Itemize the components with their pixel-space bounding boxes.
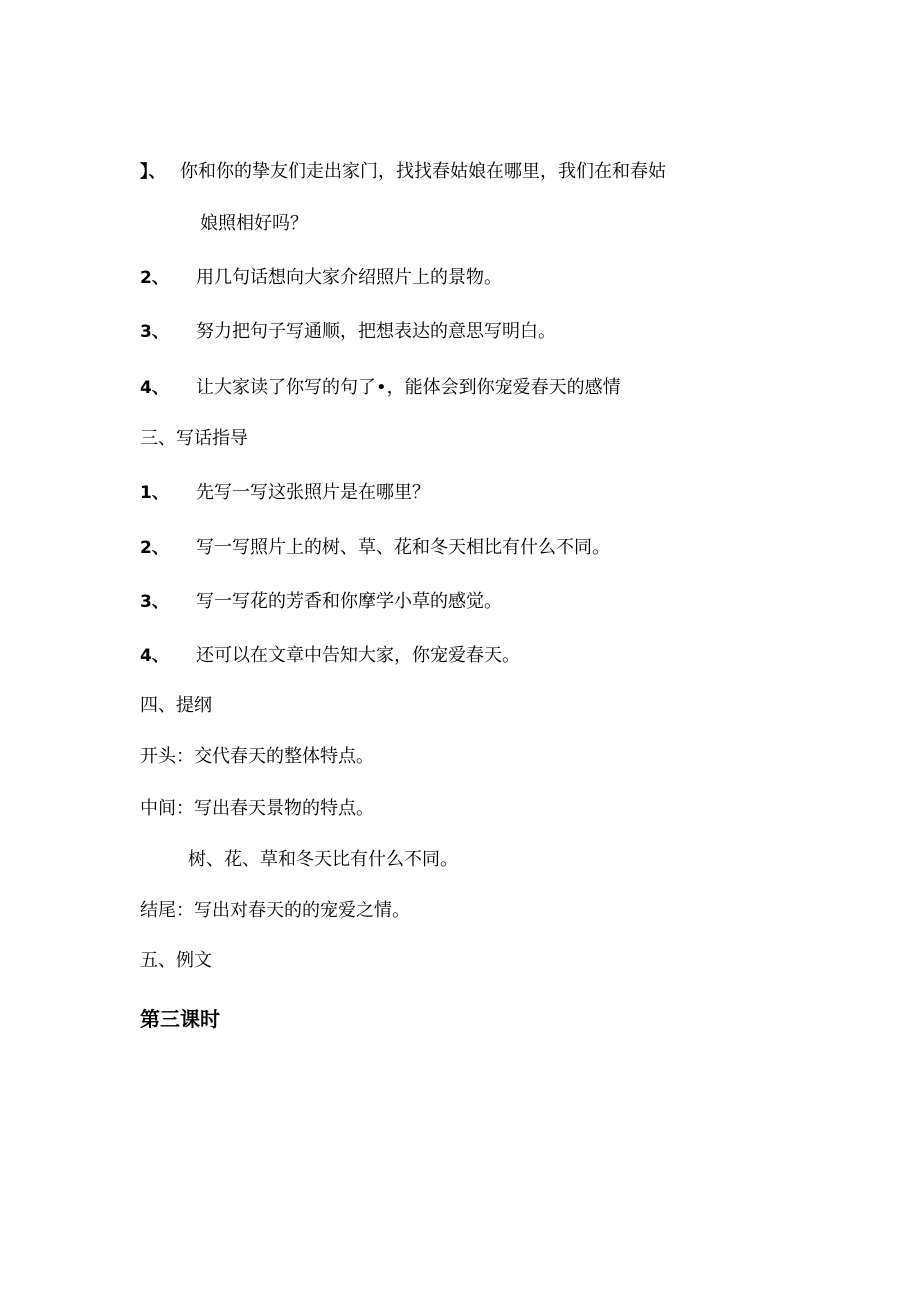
outline-opening: 开头：交代春天的整体特点。 — [140, 746, 374, 767]
item-text: 让大家读了你写的句了•，能体会到你宠爱春天的感情 — [196, 377, 621, 398]
item-number: 1、 — [140, 483, 169, 503]
item-number: 4、 — [140, 646, 169, 666]
item-number: 3、 — [140, 322, 169, 342]
item-text-continuation: 娘照相好吗？ — [200, 213, 308, 234]
section-heading: 四、提纲 — [140, 695, 212, 716]
item-number: 】、 — [140, 162, 166, 182]
item-text: 写一写花的芳香和你摩学小草的感觉。 — [196, 591, 502, 612]
item-text: 你和你的挚友们走出家门，找找春姑娘在哪里，我们在和春姑 — [180, 161, 666, 182]
item-text: 努力把句子写通顺，把想表达的意思写明白。 — [196, 321, 556, 342]
item-number: 2、 — [140, 538, 169, 558]
outline-ending: 结尾：写出对春天的的宠爱之情。 — [140, 900, 410, 921]
item-text: 写一写照片上的树、草、花和冬天相比有什么不同。 — [196, 537, 610, 558]
item-number: 3、 — [140, 592, 169, 612]
section-heading: 三、写话指导 — [140, 428, 248, 449]
item-number: 4、 — [140, 378, 169, 398]
item-text: 还可以在文章中告知大家，你宠爱春天。 — [196, 645, 520, 666]
item-text: 用几句话想向大家介绍照片上的景物。 — [196, 267, 502, 288]
section-heading: 五、例文 — [140, 950, 212, 971]
item-text: 先写一写这张照片是在哪里？ — [196, 482, 430, 503]
outline-middle-detail: 树、花、草和冬天比有什么不同。 — [188, 849, 458, 870]
item-number: 2、 — [140, 268, 169, 288]
lesson-title: 第三课时 — [140, 1007, 220, 1031]
outline-middle: 中间：写出春天景物的特点。 — [140, 798, 374, 819]
